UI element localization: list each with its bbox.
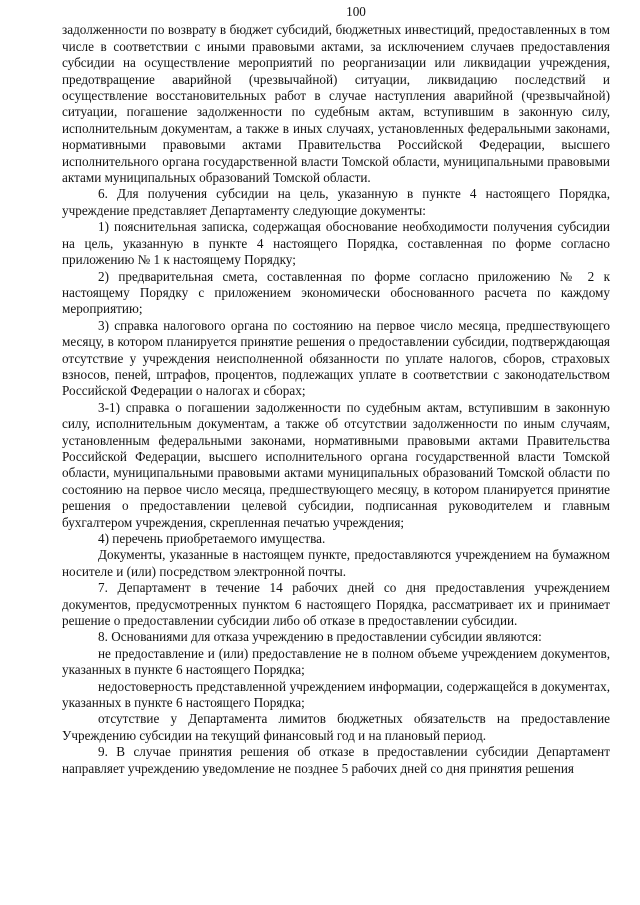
paragraph-subitem-3-1: 3-1) справка о погашении задолженности по судебным актам, вступившим в законную силу, исполнительным документам, а также об отсутствии задолженности по иным случаям, установленным федеральными законами, нормативными правовыми актами Правительства Российской Федерации, высшего исполнительного органа государственной власти Томской области, муниципальными правовыми актами муниципальных образований Томской области по состоянию на первое число месяца, предшествующего месяцу, в котором планируется принятие решения о предоставлении целевой субсидии, подписанная руководителем и главным бухгалтером учреждения, скрепленная печатью учреждения; (62, 399, 610, 530)
paragraph-subitem-3: 3) справка налогового органа по состоянию на первое число месяца, предшествующего месяцу, в котором планируется принятие решения о предоставлении субсидии, подтверждающая отсутствие у учреждения неисполненной обязанности по уплате налогов, сборов, страховых взносов, пеней, штрафов, процентов, подлежащих уплате в соответствии с законодательством Российской Федерации о налогах и сборах; (62, 317, 610, 399)
paragraph-item-7: 7. Департамент в течение 14 рабочих дней со дня предоставления учреждением документов, предусмотренных пунктом 6 настоящего Порядка, рассматривает их и принимает решение о предоставлении субсидии либо об отказе в предоставлении субсидии. (62, 580, 610, 629)
page-number: 100 (346, 4, 366, 19)
paragraph-documents: Документы, указанные в настоящем пункте, предоставляются учреждением на бумажном носителе и (или) посредством электронной почты. (62, 547, 610, 579)
paragraph-subitem-2: 2) предварительная смета, составленная по форме согласно приложению № 2 к настоящему Порядку с приложением экономически обоснованного расчета по каждому мероприятию; (62, 268, 610, 317)
paragraph-subitem-4: 4) перечень приобретаемого имущества. (98, 531, 326, 546)
paragraph-item-8: 8. Основаниями для отказа учреждению в предоставлении субсидии являются: (98, 629, 542, 645)
paragraph-item-9: 9. В случае принятия решения об отказе в предоставлении субсидии Департамент направляет учреждению уведомление не позднее 5 рабочих дней со дня принятия решения (62, 744, 610, 776)
paragraph-subitem-1: 1) пояснительная записка, содержащая обоснование необходимости получения субсидии на цель, указанную в пункте 4 настоящего Порядка, составленная по форме согласно приложению № 1 к настоящему Порядку; (62, 219, 610, 268)
paragraph-continuation: задолженности по возврату в бюджет субсидий, бюджетных инвестиций, предоставленных в том числе в соответствии с иными правовыми актами, за исключением случаев предоставления субсидии на осуществление мероприятий по реорганизации или ликвидации учреждения, предотвращение аварийной (чрезвычайной) ситуации, ликвидацию последствий и осуществление восстановительных работ в случае наступления аварийной (чрезвычайной) ситуации, погашение задолженности по судебным актам, вступившим в законную силу, исполнительным документам, а также в иных случаях, установленных федеральными законами, нормативными правовыми актами Правительства Российской Федерации, высшего исполнительного органа государственной власти Томской области, муниципальными правовыми актами муниципальных образований Томской области. (62, 22, 610, 186)
paragraph-refusal-reason-2: недостоверность представленной учреждением информации, содержащейся в документах, указанных в пункте 6 настоящего Порядка; (62, 678, 610, 711)
paragraph-item-6: 6. Для получения субсидии на цель, указанную в пункте 4 настоящего Порядка, учреждение представляет Департаменту следующие документы: (62, 186, 610, 218)
paragraph-refusal-reason-1: не предоставление и (или) предоставление не в полном объеме учреждением документов, указанных в пункте 6 настоящего Порядка; (62, 645, 610, 678)
paragraph-refusal-reason-3: отсутствие у Департамента лимитов бюджетных обязательств на предоставление Учреждению субсидии на текущий финансовый год и на плановый период. (62, 711, 610, 743)
